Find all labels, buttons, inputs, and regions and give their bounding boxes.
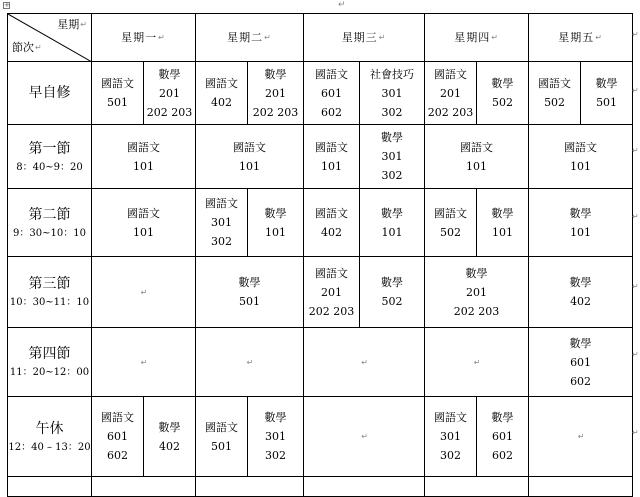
schedule-cell: 數學 502 [360, 257, 425, 328]
schedule-cell: 國語文 201 202 203 [425, 62, 477, 125]
schedule-cell: 國語文 301 302 [196, 189, 248, 257]
day-header-thu: 星期四↵ [425, 14, 529, 62]
header-row [8, 14, 633, 62]
corner-header-cell [8, 14, 92, 62]
schedule-cell: 國語文 201 202 203 [304, 257, 360, 328]
period-row-1 [8, 125, 633, 189]
schedule-cell: 國語文 101 [92, 189, 196, 257]
schedule-cell: 國語文 601 602 [304, 62, 360, 125]
schedule-cell: 國語文 101 [425, 125, 529, 189]
period-row-2 [8, 189, 633, 257]
schedule-cell: 數學 201 202 203 [144, 62, 196, 125]
period-cell: 午休 12：40 – 13：20 [8, 397, 92, 477]
period-row-3 [8, 257, 633, 328]
schedule-cell: 數學 301 302 [248, 397, 304, 477]
schedule-cell: 數學 101 [529, 189, 633, 257]
schedule-cell-empty: ↵ [92, 257, 196, 328]
schedule-cell: 數學 201 202 203 [425, 257, 529, 328]
schedule-cell: 國語文 402 [196, 62, 248, 125]
schedule-cell: 國語文 101 [529, 125, 633, 189]
schedule-cell: 數學 201 202 203 [248, 62, 304, 125]
schedule-cell: 國語文 501 [92, 62, 144, 125]
period-cell: 第三節 10：30~11：10 [8, 257, 92, 328]
period-row-noon [8, 397, 633, 477]
day-header-wed: 星期三↵ [304, 14, 425, 62]
schedule-cell-empty: ↵ [425, 328, 529, 397]
schedule-cell: 數學 402 [144, 397, 196, 477]
row-end-mark-icon: ↵ [632, 30, 639, 39]
schedule-cell-empty: ↵ [196, 328, 304, 397]
day-header-fri: 星期五↵ [529, 14, 633, 62]
schedule-cell: 國語文 101 [196, 125, 304, 189]
schedule-cell-empty: ↵ [529, 397, 633, 477]
schedule-cell: 國語文 301 302 [425, 397, 477, 477]
schedule-cell: 數學 601 602 [477, 397, 529, 477]
schedule-cell-empty: ↵ [304, 328, 425, 397]
schedule-cell: 國語文 501 [196, 397, 248, 477]
table-anchor-icon[interactable]: + [4, 1, 10, 9]
row-end-mark-icon: ↵ [632, 428, 639, 437]
period-cell: 第一節 8：40~9：20 [8, 125, 92, 189]
schedule-cell-empty: ↵ [92, 328, 196, 397]
period-cell: 第四節 11：20~12：00 [8, 328, 92, 397]
schedule-cell: 數學 101 [360, 189, 425, 257]
schedule-cell-empty: ↵ [304, 397, 425, 477]
schedule-cell: 社會技巧 301 302 [360, 62, 425, 125]
row-end-mark-icon: ↵ [632, 86, 639, 95]
schedule-cell: 數學 101 [477, 189, 529, 257]
schedule-cell: 數學 402 [529, 257, 633, 328]
period-cell: 早自修 [8, 62, 92, 125]
class-schedule-table [7, 13, 633, 497]
row-end-mark-icon: ↵ [632, 282, 639, 291]
period-row-morning [8, 62, 633, 125]
corner-day-label: 星期↵ [57, 18, 87, 31]
schedule-cell: 數學 501 [581, 62, 633, 125]
period-row-4 [8, 328, 633, 397]
schedule-cell: 數學 502 [477, 62, 529, 125]
row-end-mark-icon: ↵ [632, 146, 639, 155]
day-header-tue: 星期二↵ [196, 14, 304, 62]
schedule-cell: 數學 601 602 [529, 328, 633, 397]
row-end-mark-icon: ↵ [632, 350, 639, 359]
schedule-cell: 數學 501 [196, 257, 304, 328]
schedule-cell: 國語文 101 [92, 125, 196, 189]
day-header-mon: 星期一↵ [92, 14, 196, 62]
schedule-cell: 國語文 502 [425, 189, 477, 257]
schedule-cell: 數學 301 302 [360, 125, 425, 189]
paragraph-mark-icon: ↵ [338, 0, 346, 10]
schedule-cell: 國語文 402 [304, 189, 360, 257]
corner-period-label: 節次↵ [12, 41, 42, 54]
row-end-mark-icon: ↵ [632, 212, 639, 221]
schedule-cell: 國語文 502 [529, 62, 581, 125]
schedule-cell: 數學 101 [248, 189, 304, 257]
period-cell: 第二節 9：30~10：10 [8, 189, 92, 257]
schedule-cell: 國語文 601 602 [92, 397, 144, 477]
schedule-cell: 國語文 101 [304, 125, 360, 189]
